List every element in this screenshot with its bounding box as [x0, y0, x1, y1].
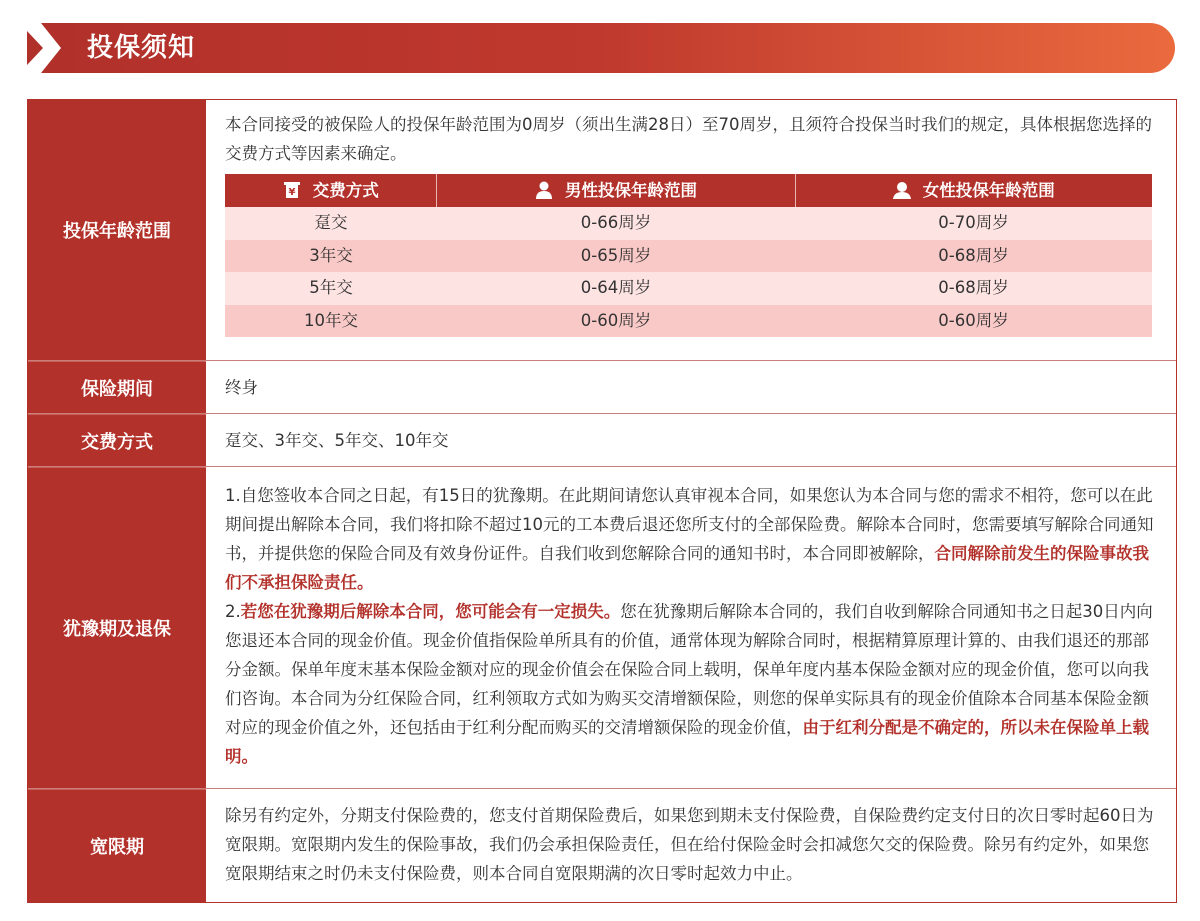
row-label: 投保年龄范围 [28, 100, 206, 360]
notice-table [27, 99, 1177, 903]
warning-text: 合同解除前发生的保险事故我们不承担保险责任。 [225, 544, 1149, 592]
table-row: 10年交 0-60周岁 0-60周岁 [225, 305, 1152, 338]
row-label: 交费方式 [28, 414, 206, 466]
chevron-right-icon [27, 23, 67, 73]
row-value: 终身 [225, 377, 258, 397]
row-insurance-period [28, 360, 1176, 413]
row-payment-method [28, 413, 1176, 466]
row-value: 除另有约定外，分期支付保险费的，您支付首期保险费后，如果您到期未支付保险费，自保险费约定支付日的次日零时起60日为宽限期。宽限期内发生的保险事故，我们仍会承担保险责任，但在给付保险金时会扣减您欠交的保险费。除另有约定外，如果您宽限期结束之时仍未支付保险费，则本合同自宽限期满的次日零时起效力中止。 [225, 806, 1154, 883]
row-label: 保险期间 [28, 361, 206, 413]
row-grace-period [28, 788, 1176, 902]
page-title: 投保须知 [87, 33, 196, 63]
age-table [225, 174, 1152, 337]
row-label: 宽限期 [28, 789, 206, 902]
header-payment: ¥ 交费方式 [225, 174, 437, 207]
section-banner [27, 23, 1175, 73]
table-row: 3年交 0-65周岁 0-68周岁 [225, 240, 1152, 273]
paragraph-2: 2.若您在犹豫期后解除本合同，您可能会有一定损失。您在犹豫期后解除本合同的，我们自收到解除合同通知书之日起30日内向您退还本合同的现金价值。现金价值指保险单所具有的价值，通常体现为解除合同时，根据精算原理计算的、由我们退还的那部分金额。保单年度末基本保险金额对应的现金价值会在保险合同上载明，保单年度内基本保险金额对应的现金价值，您可以向我们咨询。本合同为分红保险合同，红利领取方式如为购买交清增额保险，则您的保单实际具有的现金价值除本合同基本保险金额对应的现金价值之外，还包括由于红利分配而购买的交清增额保险的现金价值，由于红利分配是不确定的，所以未在保险单上载明。 [225, 602, 1153, 766]
table-row: 5年交 0-64周岁 0-68周岁 [225, 272, 1152, 305]
warning-text: 若您在犹豫期后解除本合同，您可能会有一定损失。 [240, 602, 621, 621]
row-label: 犹豫期及退保 [28, 467, 206, 788]
table-row: 趸交 0-66周岁 0-70周岁 [225, 207, 1152, 240]
warning-text: 由于红利分配是不确定的，所以未在保险单上载明。 [225, 718, 1149, 766]
male-person-icon [535, 181, 553, 199]
row-age-range [28, 100, 1176, 360]
header-female: 女性投保年龄范围 [795, 174, 1152, 207]
header-male: 男性投保年龄范围 [437, 174, 795, 207]
row-cooling-off [28, 466, 1176, 788]
female-person-icon [893, 181, 911, 199]
age-intro: 本合同接受的被保险人的投保年龄范围为0周岁（须出生满28日）至70周岁，且须符合投保当时我们的规定，具体根据您选择的交费方式等因素来确定。 [225, 115, 1152, 163]
svg-text:¥: ¥ [288, 187, 296, 198]
paragraph-1: 1.自您签收本合同之日起，有15日的犹豫期。在此期间请您认真审视本合同，如果您认为本合同与您的需求不相符，您可以在此期间提出解除本合同，我们将扣除不超过10元的工本费后退还您所支付的全部保险费。解除本合同时，您需要填写解除合同通知书，并提供您的保险合同及有效身份证件。自我们收到您解除合同的通知书时，本合同即被解除，合同解除前发生的保险事故我们不承担保险责任。 [225, 486, 1154, 592]
yuan-receipt-icon [283, 181, 301, 199]
row-value: 趸交、3年交、5年交、10年交 [225, 430, 449, 450]
